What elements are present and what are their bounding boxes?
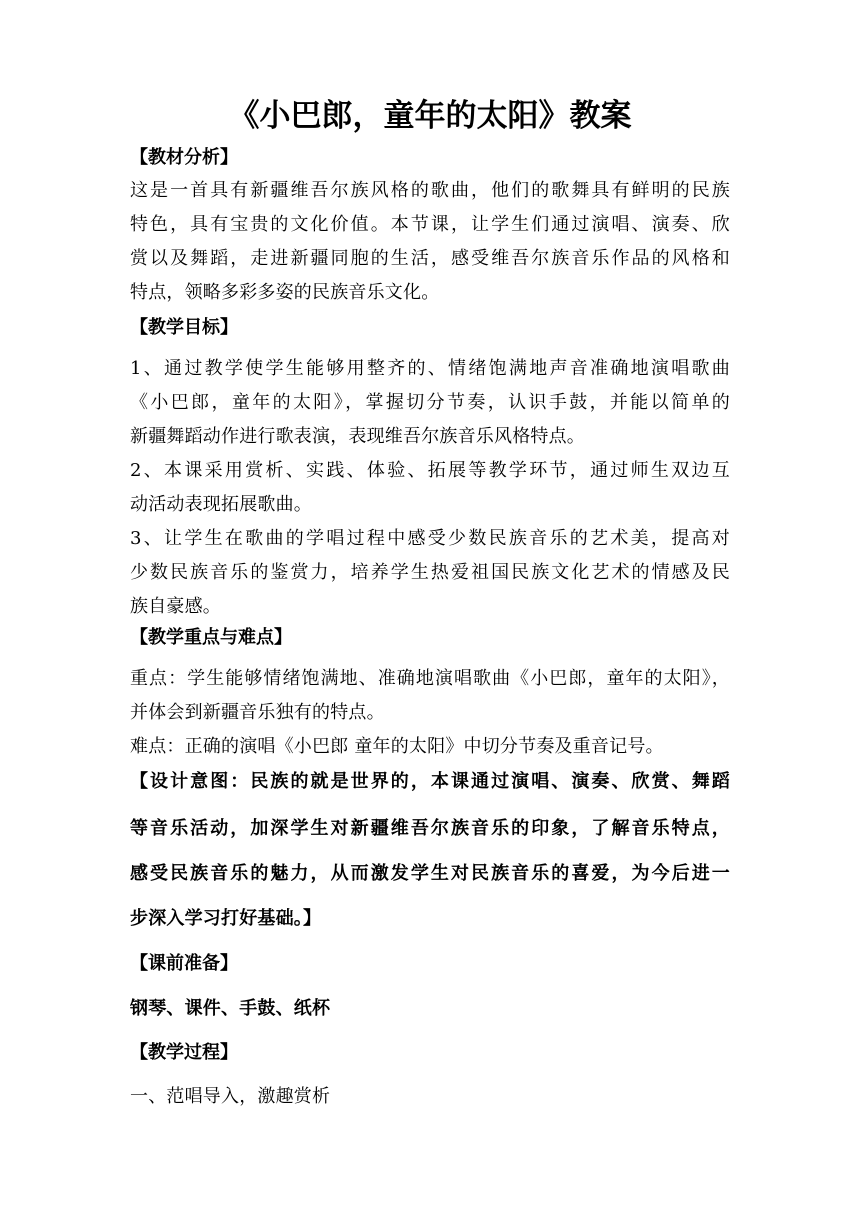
goals-line: 《小巴郎，童年的太阳》，掌握切分节奏，认识手鼓，并能以简单的 — [130, 392, 730, 413]
goals-line: 少数民族音乐的鉴赏力，培养学生热爱祖国民族文化艺术的情感及民 — [130, 562, 730, 583]
section-heading-keypoints: 【教学重点与难点】 — [130, 627, 292, 648]
design-intent-line: 感受民族音乐的魅力，从而激发学生对民族音乐的喜爱，为今后进一 — [130, 863, 730, 884]
prep-content: 钢琴、课件、手鼓、纸杯 — [130, 998, 331, 1019]
goals-line: 族自豪感。 — [130, 596, 221, 617]
analysis-line: 赏以及舞蹈，走进新疆同胞的生活，感受维吾尔族音乐作品的风格和 — [130, 248, 730, 269]
goals-line: 新疆舞蹈动作进行歌表演，表现维吾尔族音乐风格特点。 — [130, 426, 585, 447]
goals-line: 2、本课采用赏析、实践、体验、拓展等教学环节，通过师生双边互 — [130, 460, 730, 481]
goals-line: 1、通过教学使学生能够用整齐的、情绪饱满地声音准确地演唱歌曲 — [130, 358, 730, 379]
section-heading-analysis: 【教材分析】 — [130, 147, 238, 168]
analysis-line: 这是一首具有新疆维吾尔族风格的歌曲，他们的歌舞具有鲜明的民族 — [130, 180, 730, 201]
analysis-line: 特点，领略多彩多姿的民族音乐文化。 — [130, 282, 440, 303]
design-intent-line: 步深入学习打好基础。】 — [130, 908, 322, 929]
design-intent-line: 【设计意图：民族的就是世界的，本课通过演唱、演奏、欣赏、舞蹈 — [130, 771, 730, 792]
section-heading-process: 【教学过程】 — [130, 1042, 238, 1063]
keypoints-line: 并体会到新疆音乐独有的特点。 — [130, 702, 385, 723]
keypoints-line: 重点：学生能够情绪饱满地、准确地演唱歌曲《小巴郎，童年的太阳》， — [130, 668, 730, 689]
goals-line: 3、让学生在歌曲的学唱过程中感受少数民族音乐的艺术美，提高对 — [130, 528, 730, 549]
goals-line: 动活动表现拓展歌曲。 — [130, 494, 312, 515]
process-step-1: 一、范唱导入，激趣赏析 — [130, 1086, 331, 1107]
section-heading-prep: 【课前准备】 — [130, 953, 238, 974]
design-intent-line: 等音乐活动，加深学生对新疆维吾尔族音乐的印象，了解音乐特点， — [130, 818, 730, 839]
document-title: 《小巴郎，童年的太阳》教案 — [228, 98, 632, 134]
section-heading-goals: 【教学目标】 — [130, 317, 238, 338]
keypoints-line: 难点：正确的演唱《小巴郎 童年的太阳》中切分节奏及重音记号。 — [130, 736, 664, 757]
analysis-line: 特色，具有宝贵的文化价值。本节课，让学生们通过演唱、演奏、欣 — [130, 214, 730, 235]
